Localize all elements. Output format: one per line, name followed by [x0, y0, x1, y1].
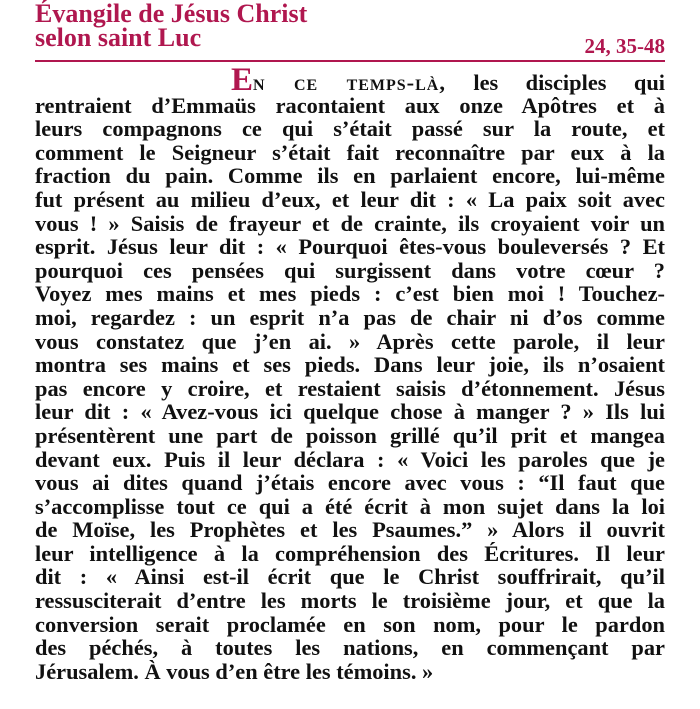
- gospel-passage: [35, 64, 665, 683]
- passage-line: Voyez mes mains et mes pieds : c’est bien moi ! Touchez-: [35, 281, 665, 307]
- passage-line: leurs compagnons ce qui s’était passé sur la route, et: [35, 116, 665, 142]
- gospel-title: [35, 2, 307, 50]
- scripture-reference: 24, 35-48: [584, 34, 665, 58]
- passage-line: rentraient d’Emmaüs racontaient aux onze Apôtres et à: [35, 92, 665, 118]
- passage-line: de Moïse, les Prophètes et les Psaumes.” » Alors il ouvrit: [35, 517, 665, 543]
- passage-line: s’accomplisse tout ce qui a été écrit à mon sujet dans la loi: [35, 493, 665, 519]
- passage-line: fut présent au milieu d’eux, et leur dit : « La paix soit avec: [35, 186, 665, 212]
- passage-line: vous ai dites quand j’étais encore avec vous : “Il faut que: [35, 470, 665, 496]
- passage-line: ressusciterait d’entre les morts le troisième jour, et que la: [35, 588, 665, 614]
- passage-line: leur dit : « Avez-vous ici quelque chose à manger ? » Ils lui: [35, 399, 665, 425]
- passage-line: des péchés, à toutes les nations, en commençant par: [35, 635, 665, 661]
- passage-line: moi, regardez : un esprit n’a pas de chair ni d’os comme: [35, 304, 665, 330]
- passage-line: conversion serait proclamée en son nom, pour le pardon: [35, 611, 665, 637]
- passage-line: Jérusalem. À vous d’en être les témoins. »: [35, 658, 434, 684]
- passage-line: esprit. Jésus leur dit : « Pourquoi êtes-vous bouleversés ? Et: [35, 234, 665, 260]
- passage-line: dit : « Ainsi est-il écrit que le Christ souffrirait, qu’il: [35, 564, 665, 590]
- title-line-2: selon saint Luc: [35, 23, 202, 52]
- passage-first-line: [35, 62, 665, 98]
- opening-small-caps: n ce temps-là,: [253, 70, 446, 95]
- passage-line: vous ! » Saisis de frayeur et de crainte, ils croyaient voir un: [35, 210, 665, 236]
- passage-line: pas encore y croire, et restaient saisis d’étonnement. Jésus: [35, 375, 665, 401]
- passage-line: pourquoi ces pensées qui surgissent dans votre cœur ?: [35, 257, 665, 283]
- passage-line: montra ses mains et ses pieds. Dans leur joie, ils n’osaient: [35, 352, 665, 378]
- header-divider: [35, 60, 665, 62]
- passage-line: présentèrent une part de poisson grillé qu’il prit et mangea: [35, 422, 665, 448]
- passage-line: fraction du pain. Comme ils en parlaient encore, lui-même: [35, 163, 665, 189]
- passage-line: leur intelligence à la compréhension des Écritures. Il leur: [35, 540, 665, 566]
- passage-line: devant eux. Puis il leur déclara : « Voici les paroles que je: [35, 446, 665, 472]
- passage-lines: [35, 94, 665, 684]
- title-line-1: Évangile de Jésus Christ: [35, 0, 308, 28]
- passage-line: comment le Seigneur s’était fait reconnaître par eux à la: [35, 139, 665, 165]
- drop-cap: E: [231, 62, 254, 98]
- passage-line: vous constatez que j’en ai. » Après cette parole, il leur: [35, 328, 665, 354]
- first-line-rest: les disciples qui: [445, 70, 665, 95]
